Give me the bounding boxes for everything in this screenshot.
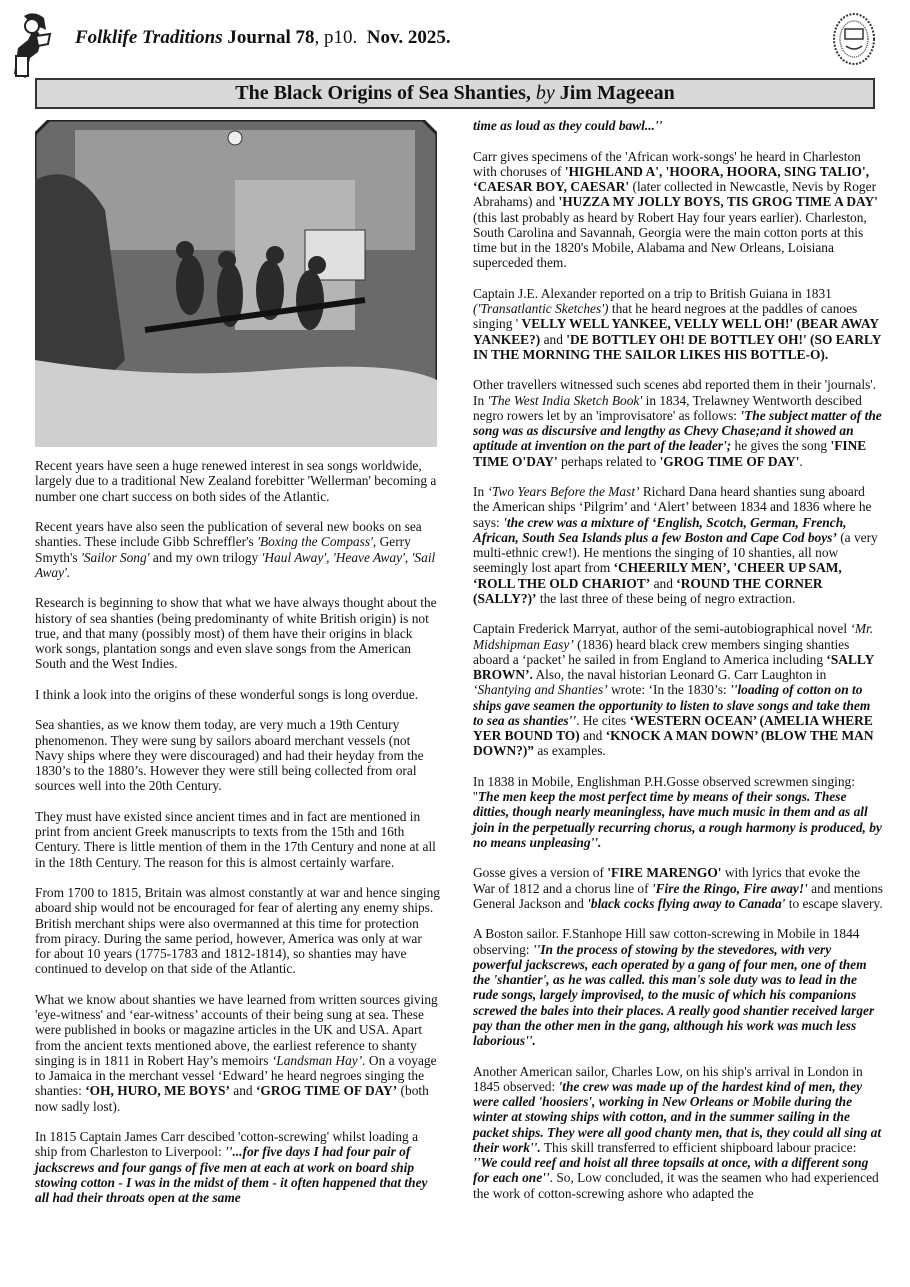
body-text: (a very multi-ethnic crew!). He mentions the singing of 10 shanties, all now seemingly lost apart from <box>473 529 878 576</box>
article-by: by <box>535 82 555 104</box>
body-text: Carr gives specimens of the 'African work-songs' he heard in Charleston with choruses of <box>473 148 861 179</box>
body-text: Recent years have also seen the publication of several new books on sea shanties. These include Gibb Schreffler's <box>35 519 422 550</box>
body-text: . He cites <box>576 712 630 728</box>
song-title-text: VELLY WELL YANKEE, VELLY WELL OH!' (BEAR AWAY YANKEE?) <box>473 316 879 347</box>
article-column-left <box>35 458 440 1221</box>
body-text: and <box>579 728 606 743</box>
body-text: to escape slavery. <box>785 895 883 911</box>
paragraph <box>473 774 883 850</box>
paragraph <box>35 885 440 977</box>
paragraph <box>35 717 440 793</box>
quoted-text: 'The West India Sketch Book' <box>487 392 643 408</box>
song-title-text: ‘WESTERN OCEAN’ (AMELIA WHERE YER BOUND TO) <box>473 712 873 743</box>
journal-masthead <box>75 27 451 49</box>
quoted-text: 'Haul Away', 'Heave Away', 'Sail Away'. <box>35 549 436 580</box>
body-text: . <box>799 453 803 469</box>
paragraph <box>473 118 883 133</box>
song-title-text: 'FIRE MARENGO' <box>607 865 722 881</box>
body-text: with lyrics that evoke the War of 1812 and a chorus line of <box>473 865 861 896</box>
body-text: On a voyage to Jamaica in the merchant vessel ‘Edward’ he heard negroes singing the shanties: <box>35 1052 437 1099</box>
body-text: Recent years have seen a huge renewed interest in sea songs worldwide, largely due to a traditional New Zealand forebitter 'Wellerman' becoming a number one chart success on both sides of the Atlantic. <box>35 458 437 504</box>
body-text: and <box>229 1083 256 1099</box>
paragraph <box>473 149 883 271</box>
body-text: Another American sailor, Charles Low, on his ship's arrival in London in 1845 observed: <box>473 1063 863 1094</box>
body-text: and my own trilogy <box>149 549 262 565</box>
body-text: They must have existed since ancient times and in fact are mentioned in print from ancient Greek manuscripts to texts from the 15th and 16th Century. There is little mention of them in the 17th Century and none at all in the 18th Century. The reason for this is almost certainly warfare. <box>35 808 436 870</box>
quoted-text: ('Transatlantic Sketches') <box>473 301 609 316</box>
body-text: In 1838 in Mobile, Englishman P.H.Gosse observed screwmen singing: '' <box>473 773 855 804</box>
paragraph <box>35 809 440 870</box>
body-text: Also, the naval historian Leonard G. Carr Laughton in <box>532 667 827 682</box>
journal-issue: Journal 78 <box>222 27 315 48</box>
body-text: perhaps related to <box>557 453 660 469</box>
quoted-text: ‘Landsman Hay’. <box>271 1052 366 1068</box>
quoted-text: ''In the process of stowing by the stevedores, with very powerful jackscrews, each operated by a gang of four men, one of them the 'shantier', as he was called. this man's sole duty was to lead in the rude songs, largely improvised, to the music of which his companions screwed the bales into their places. A really good shantier received larger pay than the other men in the gang, although his work was much less laborious''. <box>473 941 875 1048</box>
body-text: A Boston sailor. F.Stanhope Hill saw cotton-screwing in Mobile in 1844 observing: <box>473 926 860 957</box>
paragraph <box>473 865 883 911</box>
body-text: In <box>473 484 488 499</box>
paragraph <box>35 595 440 671</box>
seal-emblem-icon <box>832 12 876 66</box>
paragraph <box>35 992 440 1114</box>
quoted-text: ''We could reef and hoist all three topsails at once, with a different song for each one'' <box>473 1155 869 1186</box>
body-text: Other travellers witnessed such scenes abd reported them in their 'journals'. In <box>473 377 877 408</box>
body-text: In 1815 Captain James Carr descibed 'cotton-screwing' whilst loading a ship from Charleston to Liverpool: <box>35 1129 419 1160</box>
song-title-text: ‘ROUND THE CORNER (SALLY?)’ <box>473 575 823 606</box>
engraving-illustration <box>35 120 437 447</box>
paragraph <box>35 458 440 504</box>
body-text: I think a look into the origins of these wonderful songs is long overdue. <box>35 686 419 702</box>
quoted-text: ‘Shantying and Shanties’ <box>473 682 608 698</box>
song-title-text: ‘CHEERILY MEN’, 'CHEER UP SAM, ‘ROLL THE OLD CHARIOT’ <box>473 560 842 591</box>
song-title-text: 'FINE TIME O'DAY' <box>473 438 867 469</box>
body-text: (1836) heard black crew members singing shanties aboard a ‘packet’ he sailed in from England to America including <box>473 636 850 667</box>
body-text: in 1834, Trelawney Wentworth descibed negro rowers let by an 'improvisatore' as follows: <box>473 392 862 423</box>
quoted-text: The men keep the most perfect time by means of their songs. These ditties, though nearly meaningless, have much music in them and as all join in the perpetually recurring chorus, a rough harmony is produced, by no means unpleasing''. <box>473 789 882 850</box>
song-title-text: ‘GROG TIME OF DAY’ <box>255 1083 398 1099</box>
article-column-right <box>473 118 883 1216</box>
body-text: Captain J.E. Alexander reported on a trip to British Guiana in 1831 <box>473 285 832 301</box>
article-title <box>35 78 875 109</box>
paragraph <box>473 377 883 469</box>
quoted-text: ‘Two Years Before the Mast’ <box>487 484 640 499</box>
article-author: Jim Mageean <box>554 82 675 104</box>
sailor-logo-icon <box>10 12 56 80</box>
body-text: From 1700 to 1815, Britain was almost constantly at war and hence singing aboard ship would not be encouraged for fear of alerting any enemy ships. British merchant ships were also overmanned at this time for protection from piracy. During the same period, however, America was only at war for about 10 years (1775-1783 and 1812-1814), so shanties may have continued to develop on that side of the Atlantic. <box>35 885 441 977</box>
body-text: Sea shanties, as we know them today, are very much a 19th Century phenomenon. They were sung by sailors aboard merchant vessels (not Navy ships where they were discouraged) and had their heyday from the 1830’s to the 1880’s. However they were still being collected from oral sources well into the 20th Century. <box>35 717 424 794</box>
body-text: What we know about shanties we have learned from written sources giving 'eye-witness' and ‘ear-witness’ accounts of their being sung at sea. These were published in books or magazine articles in the UK and USA. Apart from the ancient texts mentioned above, the earliest reference to shanty singing is in 1811 in Robert Hay’s memoirs <box>35 991 438 1068</box>
paragraph <box>473 484 883 606</box>
issue-date: Nov. 2025. <box>357 27 451 48</box>
song-title-text: ‘SALLY BROWN’. <box>473 651 874 682</box>
body-text: Gerry Smyth's <box>35 534 411 565</box>
paragraph <box>35 519 440 580</box>
song-title-text: ‘OH, HURO, ME BOYS’ <box>85 1083 230 1099</box>
song-title-text: 'GROG TIME OF DAY' <box>659 453 800 469</box>
song-title-text: 'DE BOTTLEY OH! DE BOTTLEY OH!' (SO EARLY IN THE MORNING THE SAILOR LIKES HIS BOTTLE-O). <box>473 331 881 362</box>
song-title-text: 'HIGHLAND A', 'HOORA, HOORA, SING TALIO', ‘CAESAR BOY, CAESAR' <box>473 163 870 194</box>
body-text: Captain Frederick Marryat, author of the semi-autobiographical novel <box>473 621 851 637</box>
article-title-text: The Black Origins of Sea Shanties, <box>235 82 536 104</box>
body-text: (later collected in Newcastle, Nevis by Roger Abrahams) and <box>473 179 877 210</box>
body-text: Richard Dana heard shanties sung aboard the American ships ‘Pilgrim’ and ‘Alert’ between 1834 and 1836 where he says: <box>473 484 872 530</box>
paragraph <box>473 1064 883 1201</box>
body-text: and <box>540 331 567 347</box>
paragraph <box>473 286 883 362</box>
quoted-text: 'Boxing the Compass', <box>257 534 377 550</box>
quoted-text: ‘Mr. Midshipman Easy’ <box>473 621 874 652</box>
song-title-text: 'HUZZA MY JOLLY BOYS, TIS GROG TIME A DAY' <box>558 194 878 210</box>
body-text: and <box>650 575 677 591</box>
body-text: Gosse gives a version of <box>473 865 608 881</box>
quoted-text: 'The subject matter of the song was as discursive and lengthy as Chevy Chase;and it showed an aptitude at invention on the part of the leader'; <box>473 407 882 454</box>
quoted-text: 'black cocks flying away to Canada' <box>587 895 786 911</box>
body-text: (this last probably as heard by Robert Hay four years earlier). Charleston, South Carolina and Savannah, Georgia were the main cotton ports at this time but in the 1820's Mobile, Alabama and New Orleans, Loisiana superceded them. <box>473 209 867 271</box>
quoted-text: 'Sailor Song' <box>80 549 150 565</box>
paragraph <box>35 1129 440 1205</box>
paragraph <box>35 687 440 702</box>
body-text: Research is beginning to show that what we have always thought about the history of sea shanties (being predominanty of white British origin) is not true, and that many (possibly most) of them have their origins in black work songs, plantation songs and even slave songs from the American South and the West Indies. <box>35 595 437 672</box>
page-number: , p10. <box>314 27 358 48</box>
quoted-text: ''...for five days I had four pair of jackscrews and four gangs of five men at each at work on board ship stowing cotton - I was in the midst of them - it often happened that they all had their throats open at the same <box>35 1144 428 1205</box>
body-text: that he heard negroes at the paddles of canoes singing ' <box>473 301 858 332</box>
paragraph <box>473 926 883 1048</box>
body-text: (both now sadly lost). <box>35 1083 429 1114</box>
body-text: he gives the song <box>731 438 831 454</box>
quoted-text: 'Fire the Ringo, Fire away!' <box>651 880 808 896</box>
quoted-text: 'the crew was a mixture of ‘English, Scotch, German, French, African, South Sea Islands plus a few Boston and Cape Cod boys’ <box>473 514 847 545</box>
song-title-text: ‘KNOCK A MAN DOWN’ (BLOW THE MAN DOWN?)” <box>473 728 874 759</box>
body-text: the last three of these being of negro extraction. <box>536 590 796 606</box>
body-text: . So, Low concluded, it was the seamen who had experienced the work of cotton-screwing ashore who adapted the <box>473 1170 879 1201</box>
body-text: as examples. <box>534 743 606 759</box>
paragraph <box>473 621 883 758</box>
quoted-text: time as loud as they could bawl...'' <box>473 118 663 133</box>
quoted-text: 'the crew was made up of the hardest kind of men, they were called 'hoosiers', working in New Orleans or Mobile during the winter at stowing ships with cotton, and in the summer sailing in the packet ships. They were all good chanty men, that is, they could all sing at their work''. <box>473 1078 882 1155</box>
body-text: wrote: ‘In the 1830’s: <box>607 682 730 698</box>
quoted-text: ''loading of cotton on to ships gave seamen the opportunity to listen to slave songs and take them to sea as shanties'' <box>473 682 871 728</box>
body-text: This skill transferred to efficient shipboard labour pracice: <box>540 1139 857 1155</box>
journal-name: Folklife Traditions <box>75 27 223 48</box>
body-text: and mentions General Jackson and <box>473 880 883 911</box>
